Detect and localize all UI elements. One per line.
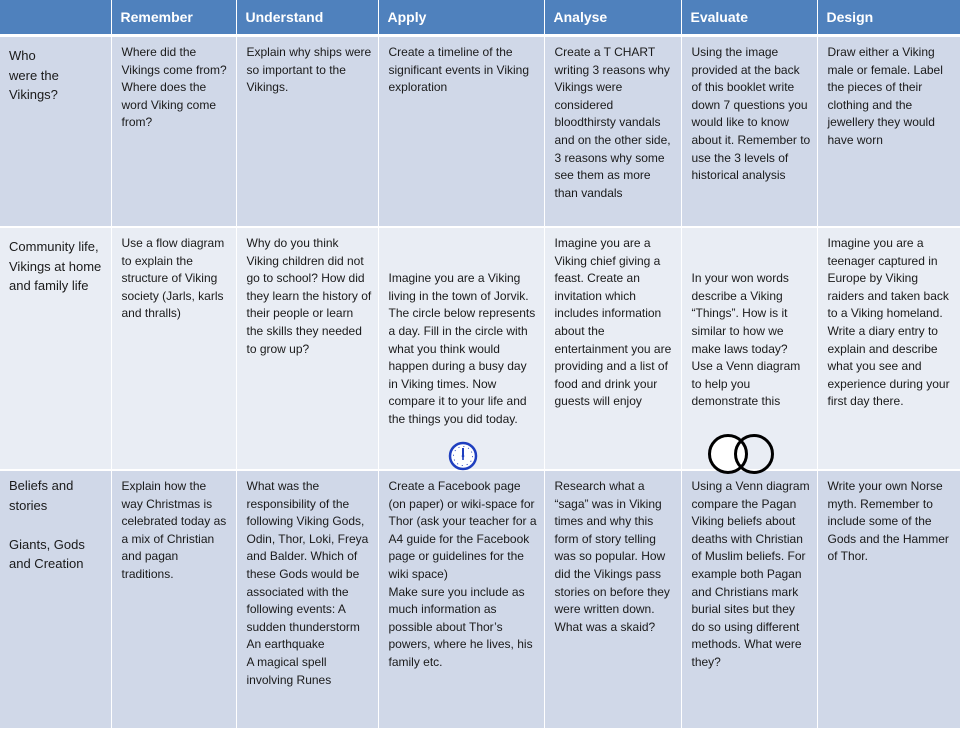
cell-evaluate-text: In your won words describe a Viking “Things”. How is it similar to how we make laws today? Use a Venn diagram to help you demonstrate this bbox=[691, 271, 801, 409]
header-remember: Remember bbox=[111, 0, 236, 36]
header-evaluate: Evaluate bbox=[681, 0, 817, 36]
cell-analyse: Research what a “saga” was in Viking times and why this form of story telling was so popular. How did the Vikings pass stories on before they were written down. What was a skaid? bbox=[544, 470, 681, 729]
row-topic-who-were-the-vikings: Who were the Vikings? bbox=[0, 36, 111, 228]
header-row bbox=[0, 0, 960, 36]
cell-remember: Explain how the way Christmas is celebrated today as a mix of Christian and pagan traditions. bbox=[111, 470, 236, 729]
cell-apply bbox=[378, 227, 544, 470]
table-row bbox=[0, 227, 960, 470]
table-row bbox=[0, 470, 960, 729]
cell-apply-text: Imagine you are a Viking living in the town of Jorvik. The circle below represents a day. Fill in the circle with what you think would happen during a busy day in Viking times. Now compare it to your life and the things you did today. bbox=[388, 271, 536, 426]
table-row bbox=[0, 36, 960, 228]
cell-design: Draw either a Viking male or female. Label the pieces of their clothing and the jewellery they would have worn bbox=[817, 36, 960, 228]
venn-diagram-icon bbox=[707, 433, 777, 475]
header-apply: Apply bbox=[378, 0, 544, 36]
cell-remember: Where did the Vikings come from? Where does the word Viking come from? bbox=[111, 36, 236, 228]
row-topic-community-life: Community life, Vikings at home and family life bbox=[0, 227, 111, 470]
cell-analyse: Imagine you are a Viking chief giving a feast. Create an invitation which includes information about the entertainment you are providing and a list of food and drink your guests will enjoy bbox=[544, 227, 681, 470]
cell-understand: What was the responsibility of the following Viking Gods, Odin, Thor, Loki, Freya and Balder. Which of these Gods would be associated with the following events: A sudden thunderstorm An earthquake A magical spell involving Runes bbox=[236, 470, 378, 729]
clock-icon bbox=[448, 441, 478, 471]
cell-apply: Create a Facebook page (on paper) or wiki-space for Thor (ask your teacher for a A4 guide for the Facebook page or guidelines for the wiki space) Make sure you include as much information as possible about Thor’s powers, where he lives, his family etc. bbox=[378, 470, 544, 729]
cell-evaluate: Using a Venn diagram compare the Pagan Viking beliefs about deaths with Christian of Muslim beliefs. For example both Pagan and Christians mark burial sites but they do so using different methods. What were they? bbox=[681, 470, 817, 729]
header-design: Design bbox=[817, 0, 960, 36]
cell-evaluate: Using the image provided at the back of this booklet write down 7 questions you would like to know about it. Remember to use the 3 levels of historical analysis bbox=[681, 36, 817, 228]
cell-evaluate bbox=[681, 227, 817, 470]
cell-remember: Use a flow diagram to explain the structure of Viking society (Jarls, karls and thralls) bbox=[111, 227, 236, 470]
cell-understand: Why do you think Viking children did not go to school? How did they learn the history of their people or learn the skills they needed to grow up? bbox=[236, 227, 378, 470]
cell-design: Write your own Norse myth. Remember to include some of the Gods and the Hammer of Thor. bbox=[817, 470, 960, 729]
cell-apply: Create a timeline of the significant events in Viking exploration bbox=[378, 36, 544, 228]
header-understand: Understand bbox=[236, 0, 378, 36]
header-analyse: Analyse bbox=[544, 0, 681, 36]
header-topic bbox=[0, 0, 111, 36]
cell-analyse: Create a T CHART writing 3 reasons why Vikings were considered bloodthirsty vandals and on the other side, 3 reasons why some see them as more than vandals bbox=[544, 36, 681, 228]
evaluate-cell-wrap bbox=[692, 253, 811, 483]
row-topic-beliefs-and-stories: Beliefs and stories Giants, Gods and Creation bbox=[0, 470, 111, 729]
cell-understand: Explain why ships were so important to the Vikings. bbox=[236, 36, 378, 228]
apply-cell-wrap bbox=[389, 253, 538, 483]
cell-design: Imagine you are a teenager captured in Europe by Viking raiders and taken back to a Viking homeland. Write a diary entry to explain and describe what you see and experience during your first day there. bbox=[817, 227, 960, 470]
